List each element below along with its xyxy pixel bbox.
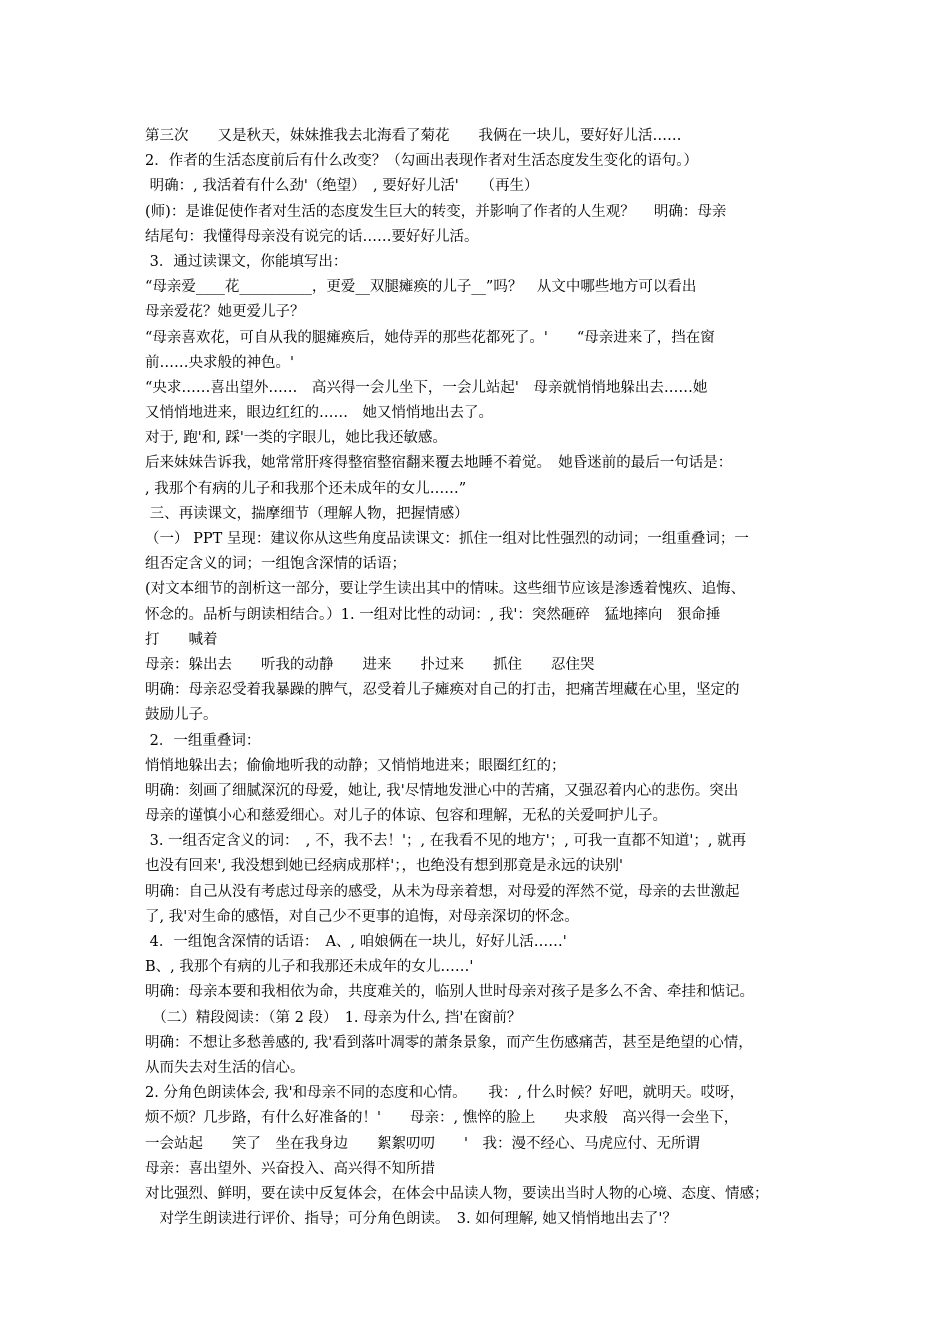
text-line: 明确：不想让多愁善感的, 我'看到落叶凋零的萧条景象，而产生伤感痛苦，甚至是绝望的心情， bbox=[145, 1034, 753, 1051]
text-line: 后来妹妹告诉我，她常常肝疼得整宿整宿翻来覆去地睡不着觉。 她昏迷前的最后一句话是： bbox=[145, 455, 733, 472]
text-line: 鼓励儿子。 bbox=[145, 707, 218, 724]
text-line: 也没有回来', 我没想到她已经病成那样'；，也绝没有想到那竟是永远的诀别' bbox=[145, 858, 623, 875]
text-line: 前……央求般的神色。' bbox=[145, 354, 294, 371]
text-line: “母亲爱____花__________，更爱__双腿瘫痪的儿子__”吗？ 从文中哪些地方可以看出 bbox=[145, 279, 697, 296]
text-line: (对文本细节的剖析这一部分，要让学生读出其中的情味。这些细节应该是渗透着愧疚、追悔、 bbox=[145, 581, 746, 598]
text-line: 明确：刻画了细腻深沉的母爱，她让, 我'尽情地发泄心中的苦痛，又强忍着内心的悲伤。突出 bbox=[145, 782, 739, 799]
text-line: 对比强烈、鲜明，要在读中反复体会，在体会中品读人物，要读出当时人物的心境、态度、情感； bbox=[145, 1185, 769, 1202]
text-line: 明确：, 我活着有什么劲'（绝望） , 要好好儿活' （再生） bbox=[145, 178, 539, 195]
text-line: , 我那个有病的儿子和我那个还未成年的女儿……” bbox=[145, 480, 467, 497]
text-line: 了, 我'对生命的感悟，对自己少不更事的追悔，对母亲深切的怀念。 bbox=[145, 908, 579, 925]
text-line: 悄悄地躲出去；偷偷地听我的动静；又悄悄地进来；眼圈红红的； bbox=[145, 757, 566, 774]
text-line: 母亲的谨慎小心和慈爱细心。对儿子的体谅、包容和理解，无私的关爱呵护儿子。 bbox=[145, 808, 667, 825]
text-line: 母亲爱花？她更爱儿子？ bbox=[145, 304, 305, 321]
text-line: 2. 分角色朗读体会, 我'和母亲不同的态度和心情。 我：, 什么时候？好吧，就明天。哎呀， bbox=[145, 1085, 745, 1102]
text-line: 打 喊着 bbox=[145, 631, 218, 648]
text-line: 2．作者的生活态度前后有什么改变？（勾画出表现作者对生活态度发生变化的语句。） bbox=[145, 153, 698, 170]
text-line: 怀念的。品析与朗读相结合。）1. 一组对比性的动词：, 我'：突然砸碎 猛地摔向 狠命捶 bbox=[145, 606, 721, 623]
text-line: 组否定含义的词；一组饱含深情的话语； bbox=[145, 556, 406, 573]
document-page bbox=[145, 124, 825, 1232]
text-line: 烦不烦？几步路，有什么好准备的！' 母亲：, 憔悴的脸上 央求般 高兴得一会坐下， bbox=[145, 1110, 739, 1127]
text-line: （一） PPT 呈现：建议你从这些角度品读课文：抓住一组对比性强烈的动词；一组重叠词；一 bbox=[145, 531, 749, 547]
text-line: 一会站起 笑了 坐在我身边 絮絮叨叨 ' 我：漫不经心、马虎应付、无所谓 bbox=[145, 1135, 700, 1152]
text-line: 明确：自己从没有考虑过母亲的感受，从未为母亲着想，对母爱的浑然不觉，母亲的去世激起 bbox=[145, 883, 740, 900]
text-line: 母亲：躲出去 听我的动静 进来 扑过来 抓住 忍住哭 bbox=[145, 656, 595, 673]
text-line: 三、再读课文，揣摩细节（理解人物，把握情感） bbox=[145, 505, 469, 522]
text-line: 从而失去对生活的信心。 bbox=[145, 1059, 305, 1076]
text-line: 3. 一组否定含义的词： , 不，我不去！'；, 在我看不见的地方'；, 可我一直都不知道'；, 就再 bbox=[145, 833, 747, 850]
text-line: 明确：母亲本要和我相依为命，共度难关的，临别人世时母亲对孩子是多么不舍、牵挂和惦记。 bbox=[145, 984, 754, 1001]
text-line: 4．一组饱含深情的话语： A、, 咱娘俩在一块儿，好好儿活……' bbox=[145, 934, 567, 950]
text-line: 3．通过读课文，你能填写出： bbox=[145, 253, 348, 270]
text-line: 结尾句：我懂得母亲没有说完的话……要好好儿活。 bbox=[145, 228, 479, 245]
text-line: 对于, 跑'和, 踩'一类的字眼儿，她比我还敏感。 bbox=[145, 430, 447, 447]
text-line: (师)：是谁促使作者对生活的态度发生巨大的转变，并影响了作者的人生观？ 明确：母亲 bbox=[145, 203, 727, 220]
text-line: B、, 我那个有病的儿子和我那还未成年的女儿……' bbox=[145, 959, 474, 976]
text-line: 明确：母亲忍受着我暴躁的脾气，忍受着儿子瘫痪对自己的打击，把痛苦埋藏在心里，坚定的 bbox=[145, 682, 740, 699]
text-line: 2．一组重叠词： bbox=[145, 732, 261, 749]
text-line: “母亲喜欢花，可自从我的腿瘫痪后，她侍弄的那些花都死了。' “母亲进来了，挡在窗 bbox=[145, 329, 715, 346]
text-line: 母亲：喜出望外、兴奋投入、高兴得不知所措 bbox=[145, 1160, 435, 1177]
text-line: 对学生朗读进行评价、指导；可分角色朗读。 3. 如何理解, 她又悄悄地出去了'？ bbox=[145, 1211, 677, 1228]
text-line: 又悄悄地进来，眼边红红的…… 她又悄悄地出去了。 bbox=[145, 405, 493, 422]
text-line: （二）精段阅读：（第 2 段） 1. 母亲为什么, 挡'在窗前？ bbox=[145, 1009, 522, 1026]
text-line: “央求……喜出望外…… 高兴得一会儿坐下，一会儿站起' 母亲就悄悄地躲出去……她 bbox=[145, 379, 708, 396]
text-line: 第三次 又是秋天，妹妹推我去北海看了菊花 我俩在一块儿，要好好儿活…… bbox=[145, 128, 682, 144]
